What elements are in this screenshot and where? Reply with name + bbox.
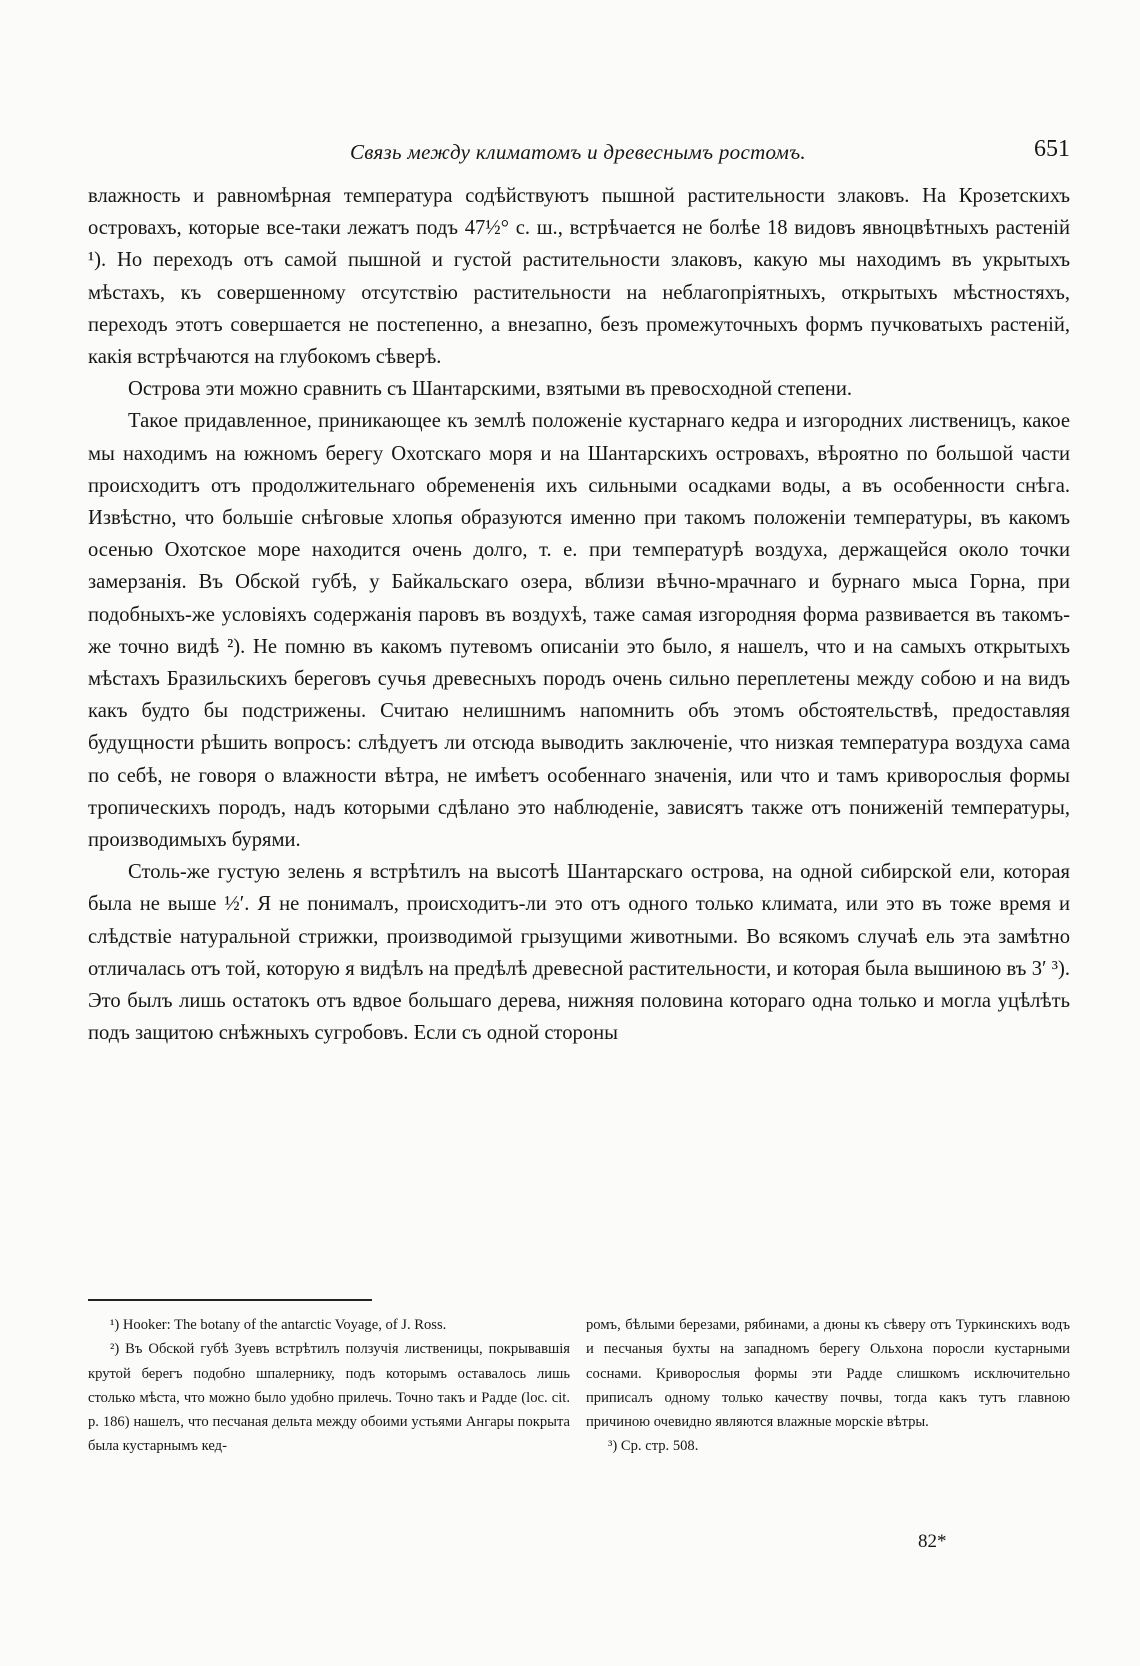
paragraph-4: Столь-же густую зелень я встрѣтилъ на высотѣ Шантарскаго острова, на одной сибирской ели, которая была не выше ½′. Я не понималъ, происходитъ-ли это отъ одного только климата, или это въ тоже время и слѣдствіе натуральной стрижки, производимой грызущими животными. Во всякомъ случаѣ ель эта замѣтно отличалась отъ той, которую я видѣлъ на предѣлѣ древесной растительности, и которая была вышиною въ 3′ ³). Это былъ лишь остатокъ отъ вдвое большаго дерева, нижняя половина котораго одна только и могла уцѣлѣть подъ защитою снѣжныхъ сугробовъ. Если съ одной стороны xyxy=(88,861,1070,1045)
footnote-1: ¹) Hooker: The botany of the antarctic Voyage, of J. Ross. xyxy=(110,1317,447,1333)
footnote-2-part-1: ²) Въ Обской губѣ Зуевъ встрѣтилъ ползучія лиственицы, покрывавшія крутой берегъ подобно шпалернику, подъ которымъ оставалось лишь столько мѣста, что можно было удобно прилечь. Точно такъ и Радде (loc. cit. p. 186) нашелъ, что песчаная дельта между обоими устьями Ангары покрыта была кустарнымъ кед- xyxy=(88,1341,570,1455)
signature-mark: 82* xyxy=(918,1531,947,1552)
footnotes-column-right xyxy=(586,1313,1070,1459)
footnote-2-part-2: ромъ, бѣлыми березами, рябинами, а дюны къ сѣверу отъ Туркинскихъ водъ и песчаныя бухты на западномъ берегу Ольхона поросли кустарными соснами. Криворослыя формы эти Радде слишкомъ исключительно приписалъ одному только качеству почвы, тогда какъ тутъ главною причиною очевидно являются влажные морскіе вѣтры. xyxy=(586,1317,1070,1431)
footnote-3: ³) Ср. стр. 508. xyxy=(608,1438,699,1455)
paragraph-1: влажность и равномѣрная температура содѣйствуютъ пышной растительности злаковъ. На Крозетскихъ островахъ, которые все-таки лежатъ подъ 47½° с. ш., встрѣчается не болѣе 18 видовъ явноцвѣтныхъ растеній ¹). Но переходъ отъ самой пышной и густой растительности злаковъ, какую мы находимъ въ укрытыхъ мѣстахъ, къ совершенному отсутствію растительности на неблагопріятныхъ, открытыхъ мѣстностяхъ, переходъ этотъ совершается не постепенно, а внезапно, безъ промежуточныхъ формъ пучковатыхъ растеній, какія встрѣчаются на глубокомъ сѣверѣ. xyxy=(88,185,1070,369)
running-header xyxy=(88,136,1070,176)
paragraph-3: Такое придавленное, приникающее къ землѣ положеніе кустарнаго кедра и изгородних лиственицъ, какое мы находимъ на южномъ берегу Охотскаго моря и на Шантарскихъ островахъ, вѣроятно по большой части происходитъ отъ продолжительнаго обремененія ихъ сильными осадками воды, а въ особенности снѣга. Извѣстно, что большіе снѣговые хлопья образуются именно при такомъ положеніи температуры, въ какомъ осенью Охотское море находится очень долго, т. е. при температурѣ воздуха, держащейся около точки замерзанія. Въ Обской губѣ, у Байкальскаго озера, вблизи вѣчно-мрачнаго и бурнаго мыса Горна, при подобныхъ-же условіяхъ содержанія паровъ въ воздухѣ, таже самая изгородняя форма развивается въ такомъ-же точно видѣ ²). Не помню въ какомъ путевомъ описаніи это было, я нашелъ, что и на самыхъ открытыхъ мѣстахъ Бразильскихъ береговъ сучья древесныхъ породъ очень сильно переплетены между собою и на видъ какъ будто бы подстрижены. Считаю нелишнимъ напомнить объ этомъ обстоятельствѣ, предоставляя будущности рѣшить вопросъ: слѣдуетъ ли отсюда выводить заключеніе, что низкая температура воздуха сама по себѣ, не говоря о влажности вѣтра, не имѣетъ особеннаго значенія, или что и тамъ криворослыя формы тропическихъ породъ, надъ которыми сдѣлано это наблюденіе, зависятъ также отъ пониженій температуры, производимыхъ бурями. xyxy=(88,410,1070,852)
footnote-divider xyxy=(88,1299,372,1301)
footnotes-column-left xyxy=(88,1313,570,1459)
paragraph-2: Острова эти можно сравнить съ Шантарскими, взятыми въ превосходной степени. xyxy=(128,378,852,401)
running-title: Связь между климатомъ и древеснымъ ростомъ. xyxy=(350,140,806,164)
main-text xyxy=(88,180,1070,1049)
page-number: 651 xyxy=(1034,136,1070,162)
